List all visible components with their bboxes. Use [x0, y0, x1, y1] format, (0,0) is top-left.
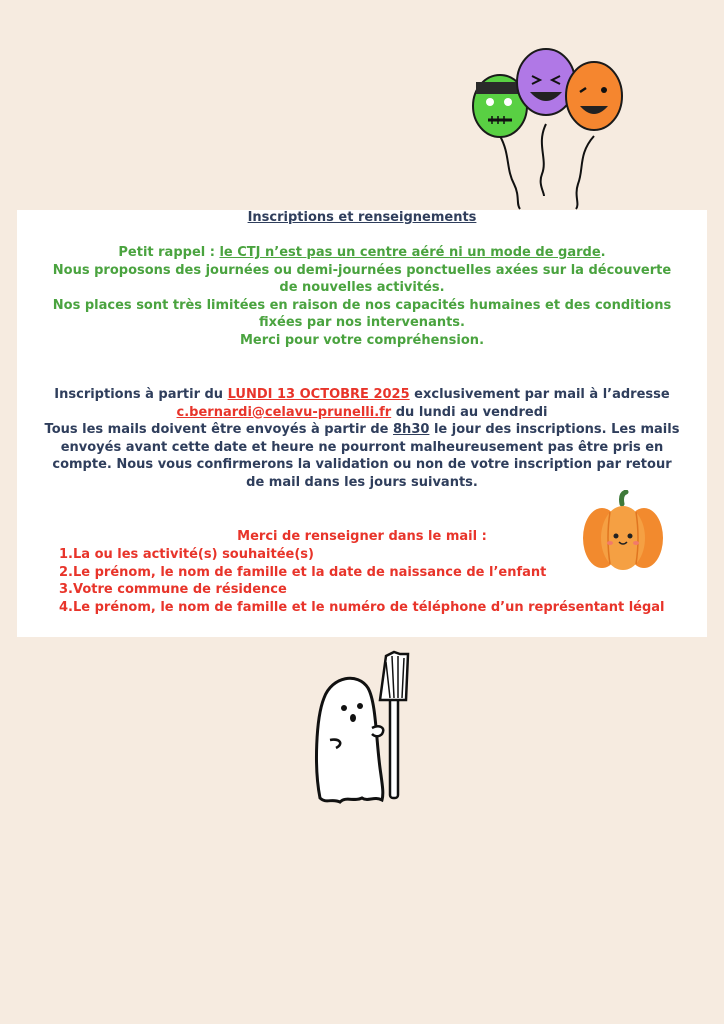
- list-item: 4.Le prénom, le nom de famille et le numéro de téléphone d’un représentant légal: [59, 599, 665, 615]
- reminder-highlight: le CTJ n’est pas un centre aéré ni un mode de garde: [219, 245, 601, 260]
- requirements-heading: Merci de renseigner dans le mail :: [237, 529, 487, 544]
- balloons-icon: [468, 44, 628, 214]
- email-link[interactable]: c.bernardi@celavu-prunelli.fr: [176, 404, 392, 420]
- reminder-block: Petit rappel : le CTJ n’est pas un centre aéré ni un mode de garde. Nous proposons des journées ou demi-journées ponctuelles axées sur la découverte de nouvelles activités. Nos places sont très limitées en raison de nos capacités humaines et des conditions fixées par nos intervenants. Merci pour votre compréhension.: [52, 245, 672, 348]
- list-item: 1.La ou les activité(s) souhaitée(s): [59, 547, 314, 562]
- list-item: 3.Votre commune de résidence: [59, 582, 287, 597]
- registration-block: Inscriptions à partir du LUNDI 13 OCTOBRE 2025 exclusivement par mail à l’adresse c.bernardi@celavu-prunelli.fr du lundi au vendredi Tous les mails doivent être envoyés à partir de 8h30 le jour des inscriptions. Les mails envoyés avant cette date et heure ne pourront malheureusement pas être pris en compte. Nous vous confirmerons la validation ou non de votre inscription par retour de mail dans les jours suivants.: [44, 387, 680, 490]
- list-item: 2.Le prénom, le nom de famille et la date de naissance de l’enfant: [59, 564, 547, 580]
- registration-time: 8h30: [393, 422, 430, 437]
- pumpkin-icon: [580, 490, 666, 576]
- ghost-icon: [310, 648, 420, 808]
- registration-date: LUNDI 13 OCTOBRE 2025: [227, 387, 410, 402]
- page-title: Inscriptions et renseignements: [247, 210, 477, 225]
- requirements-list: [59, 546, 665, 616]
